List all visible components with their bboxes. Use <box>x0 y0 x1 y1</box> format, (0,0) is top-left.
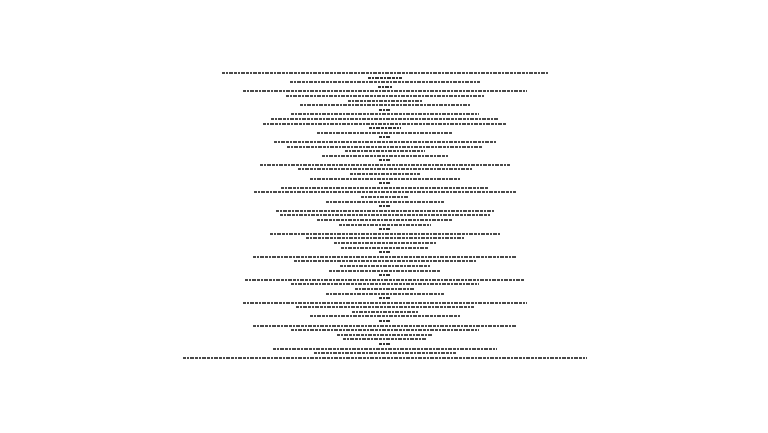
text-line <box>270 233 500 235</box>
text-line <box>379 136 391 138</box>
text-line <box>273 348 497 350</box>
text-line <box>379 251 391 253</box>
text-line <box>281 187 489 189</box>
text-line <box>253 256 517 258</box>
text-line <box>326 201 444 203</box>
text-line <box>317 219 453 221</box>
text-line <box>329 270 441 272</box>
text-line <box>352 311 418 313</box>
text-line <box>348 100 422 102</box>
text-line <box>379 182 391 184</box>
text-line <box>298 168 472 170</box>
text-line <box>222 72 548 74</box>
text-line <box>243 302 527 304</box>
text-line <box>379 109 391 111</box>
text-line <box>287 146 483 148</box>
text-line <box>310 178 460 180</box>
text-line <box>291 283 479 285</box>
text-line <box>334 242 436 244</box>
text-line <box>296 306 474 308</box>
text-line <box>355 288 415 290</box>
text-line <box>317 132 453 134</box>
text-line <box>379 205 391 207</box>
text-line <box>253 325 517 327</box>
text-line <box>263 123 507 125</box>
text-line <box>274 141 496 143</box>
text-line <box>306 237 464 239</box>
text-line <box>369 127 401 129</box>
text-line <box>183 357 587 359</box>
text-line <box>379 320 391 322</box>
text-line <box>339 224 431 226</box>
text-line <box>379 297 391 299</box>
text-line <box>340 265 430 267</box>
text-line <box>280 214 490 216</box>
text-line <box>290 81 480 83</box>
text-line <box>326 293 444 295</box>
text-line <box>337 334 433 336</box>
text-line <box>310 315 460 317</box>
illegible-text-block <box>170 72 600 361</box>
text-line <box>361 196 409 198</box>
text-line <box>294 260 476 262</box>
text-line <box>343 338 427 340</box>
text-line <box>245 279 525 281</box>
text-line <box>378 86 392 88</box>
text-line <box>379 343 391 345</box>
text-line <box>379 228 391 230</box>
text-line <box>350 173 420 175</box>
text-line <box>345 150 425 152</box>
text-line <box>271 118 499 120</box>
text-line <box>300 104 470 106</box>
text-line <box>379 274 391 276</box>
text-line <box>368 77 402 79</box>
text-line <box>254 191 516 193</box>
text-line <box>260 164 510 166</box>
text-line <box>291 113 479 115</box>
text-line <box>379 159 391 161</box>
text-line <box>243 90 527 92</box>
text-line <box>314 352 456 354</box>
text-line <box>286 95 484 97</box>
text-line <box>276 210 494 212</box>
text-line <box>291 329 479 331</box>
text-line <box>341 247 429 249</box>
text-line <box>322 155 448 157</box>
